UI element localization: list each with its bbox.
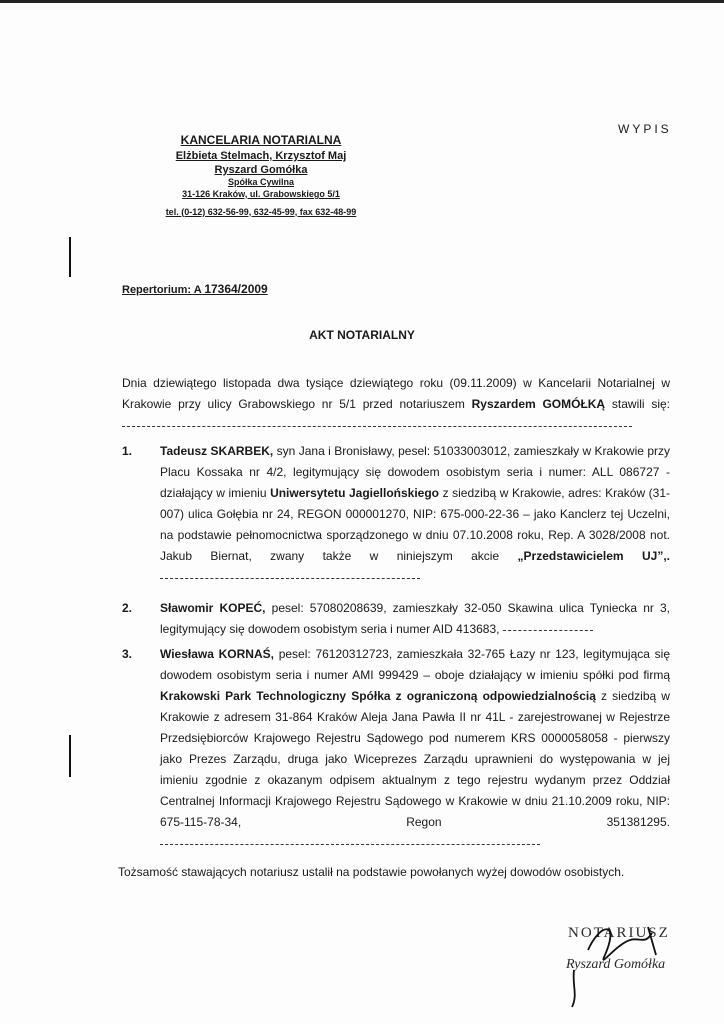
- dash-fill: [160, 843, 540, 845]
- repertorium-label: Repertorium: A: [122, 284, 202, 296]
- dash-fill: [503, 629, 593, 631]
- office-phones: tel. (0-12) 632-56-99, 632-45-99, fax 632-48-99: [165, 206, 357, 217]
- party-1: [160, 441, 670, 588]
- party-1-text-b: z siedzibą w Krakowie, adres: Kraków (31-007) ulica Gołębia nr 24, REGON 000001270, NIP: 675-000-22-36 – jako Kanclerz tej Uczelni, na podstawie pełnomocnictwa sporządzonego w dniu 07.10.2008 roku, Rep. A 3028/2008 not. Jakub Biernat, zwany także w niniejszym akcie: [160, 486, 671, 563]
- party-2-number: 2.: [122, 601, 133, 615]
- party-3-text-b: z siedzibą w Krakowie z adresem 31-864 Kraków Aleja Jana Pawła II nr 41L - zarejestrowanej w Rejestrze Przedsiębiorców Krajowego Rejestru Sądowego pod numerem KRS 0000058058 - pierwszy jako Prezes Zarządu, druga jako Wiceprezes Zarządu uprawnieni do występowania w jej imieniu zgodnie z okazanym odpisem aktualnym z tego rejestru wydanym przez Oddział Centralnej Informacji Krajowego Rejestru Sądowego w Krakowie w dniu 21.10.2009 roku, NIP: 675-115-78-34, Regon 351381295.: [160, 689, 670, 829]
- intro-paragraph: [122, 373, 670, 436]
- party-3-org: Krakowski Park Technologiczny Spółka z ograniczoną odpowiedzialnością: [160, 689, 596, 703]
- deed-title: AKT NOTARIALNY: [309, 328, 415, 342]
- office-name: KANCELARIA NOTARIALNA: [180, 133, 342, 147]
- identity-statement: Tożsamość stawających notariusz ustalił na podstawie powołanych wyżej dowodów osobistych.: [118, 865, 625, 879]
- margin-mark-top: [69, 237, 71, 277]
- office-address: 31-126 Kraków, ul. Grabowskiego 5/1: [182, 188, 340, 199]
- party-1-number: 1.: [122, 444, 133, 458]
- party-2: [160, 598, 670, 640]
- party-1-alias: „Przedstawicielem UJ”,.: [517, 549, 670, 563]
- dash-fill: [122, 425, 632, 427]
- copy-label: WYPIS: [618, 122, 672, 136]
- party-3-number: 3.: [122, 647, 133, 661]
- intro-part2: stawili się:: [611, 397, 671, 411]
- repertorium: [122, 282, 268, 296]
- top-edge-line: [0, 0, 724, 3]
- repertorium-number: 17364/2009: [204, 282, 268, 296]
- stamp-name: Ryszard Gomółka: [566, 957, 666, 972]
- stamp-title: NOTARIUSZ: [568, 925, 670, 941]
- intro-notary: Ryszardem GOMÓŁKĄ: [471, 397, 606, 411]
- party-2-text-a: pesel: 57080208639, zamieszkały 32-050 Skawina ulica Tyniecka nr 3, legitymujący się dowodem osobistym seria i numer AID 413683,: [160, 601, 670, 636]
- party-3-name: Wiesława KORNAŚ,: [160, 647, 274, 661]
- party-1-org: Uniwersytetu Jagiellońskiego: [270, 486, 440, 500]
- office-notaries-1: Elżbieta Stelmach, Krzysztof Maj: [175, 149, 347, 162]
- party-1-text-a: syn Jana i Bronisławy, pesel: 51033003012, zamieszkały w Krakowie przy Placu Kossaka nr 4/2, legitymujący się dowodem osobistym seria i numer: ALL 086727 - działający w imieniu: [160, 444, 670, 500]
- signature-icon: [560, 915, 690, 1010]
- office-notaries-2: Ryszard Gomółka: [214, 163, 308, 176]
- intro-part1: Dnia dziewiątego listopada dwa tysiące dziewiątego roku (09.11.2009) w Kancelarii Notarialnej w Krakowie przy ulicy Grabowskiego nr 5/1 przed notariuszem: [122, 376, 670, 411]
- dash-fill: [160, 577, 420, 579]
- party-1-name: Tadeusz SKARBEK,: [160, 444, 274, 458]
- party-3-text-a: pesel: 76120312723, zamieszkała 32-765 Łazy nr 123, legitymująca się dowodem osobistym seria i numer AMI 999429 – oboje działający w imieniu spółki pod firmą: [160, 647, 670, 682]
- party-2-name: Sławomir KOPEĆ,: [160, 601, 266, 615]
- margin-mark-bottom: [69, 735, 71, 777]
- party-3: [160, 644, 670, 854]
- office-company-type: Spółka Cywilna: [227, 177, 295, 188]
- office-header: [130, 133, 392, 218]
- notary-signature-stamp: [560, 915, 690, 1010]
